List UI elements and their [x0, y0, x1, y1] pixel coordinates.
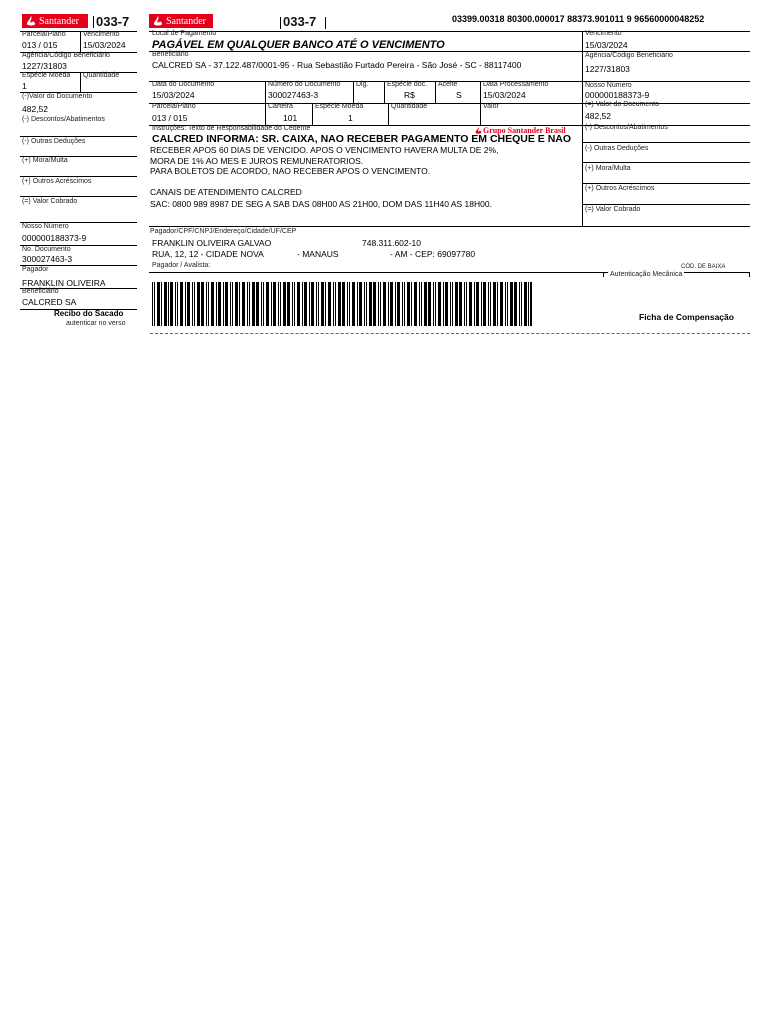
instrucoes-line: RECEBER APOS 60 DIAS DE VENCIDO. APOS O VENCIMENTO HAVERA MULTA DE 2%, — [150, 145, 499, 155]
valor-label: Valor — [483, 103, 499, 110]
right-valor-doc: 482,52 — [585, 111, 611, 121]
pagador-endereco: RUA, 12, 12 - CIDADE NOVA — [152, 249, 264, 259]
receipt-descontos-label: (-) Descontos/Abatimentos — [22, 116, 105, 123]
pagador-nome: FRANKLIN OLIVEIRA GALVAO — [152, 238, 272, 248]
instrucoes-title: CALCRED INFORMA: SR. CAIXA, NAO RECEBER PAGAMENTO EM CHEQUE E NAO — [152, 133, 572, 145]
receipt-vencimento: 15/03/2024 — [83, 40, 126, 50]
receipt-quantidade-label: Quantidade — [83, 72, 120, 79]
data-proc: 15/03/2024 — [483, 90, 526, 100]
beneficiario: CALCRED SA - 37.122.487/0001-95 - Rua Sebastião Furtado Pereira - São José - SC - 88117400 — [152, 60, 522, 70]
receipt-nosso-numero-label: Nosso Número — [22, 223, 69, 230]
especie-doc-label: Espécie doc. — [387, 81, 428, 88]
receipt-pagador: FRANKLIN OLIVEIRA — [22, 278, 106, 288]
logo-text: Santander — [166, 15, 206, 27]
aceite-label: Aceite — [438, 81, 458, 88]
data-doc: 15/03/2024 — [152, 90, 195, 100]
right-descontos-label: (-) Descontos/Abatimentos — [585, 124, 668, 131]
avalista-label: Pagador / Avalista: — [152, 262, 211, 269]
parcela: 013 / 015 — [152, 113, 188, 123]
especie-moeda: 1 — [348, 113, 353, 123]
barcode — [152, 282, 532, 326]
num-doc-label: Número do Documento — [268, 81, 341, 88]
santander-logo-main — [149, 14, 213, 28]
receipt-vencimento-label: Vencimento — [83, 31, 120, 38]
aceite: S — [456, 90, 462, 100]
right-valor-doc-label: (=) Valor do Documento — [585, 101, 659, 108]
receipt-agencia-label: Agência/Código Beneficiário — [22, 52, 110, 59]
instrucoes-line: MORA DE 1% AO MES E JUROS REMUNERATORIOS. — [150, 156, 364, 166]
right-outras-deducoes-label: (-) Outras Deduções — [585, 145, 649, 152]
right-vencimento-label: Vencimento — [585, 30, 622, 37]
autenticacao-label: Autenticação Mecânica — [610, 271, 683, 278]
instrucoes-label: Instruções: Texto de Responsabilidade do Cedente — [152, 125, 311, 132]
pagador-cidade: - MANAUS — [297, 249, 339, 259]
receipt-agencia: 1227/31803 — [22, 61, 67, 71]
data-doc-label: Data do Documento — [152, 81, 215, 88]
flame-icon — [26, 16, 36, 26]
right-acrescimos-label: (+) Outros Acréscimos — [585, 185, 655, 192]
right-nosso-numero: 000000188373-9 — [585, 90, 650, 100]
instrucoes-line: CANAIS DE ATENDIMENTO CALCRED — [150, 187, 302, 197]
especie-moeda-label: Espécie Moeda — [315, 103, 364, 110]
receipt-beneficiario: CALCRED SA — [22, 297, 77, 307]
dig-label: Dig. — [356, 81, 369, 88]
cut-line — [150, 333, 750, 334]
pagador-uf-cep: - AM - CEP: 69097780 — [390, 249, 476, 259]
linha-digitavel: 03399.00318 80300.000017 88373.901011 9 96560000048252 — [452, 14, 705, 24]
right-nosso-numero-label: Nosso Número — [585, 82, 632, 89]
receipt-no-documento-label: No. Documento — [22, 246, 71, 253]
pagador-cpf: 748.311.602-10 — [362, 238, 421, 248]
receipt-pagador-label: Pagador — [22, 266, 49, 273]
instrucoes-line: SAC: 0800 989 8987 DE SEG A SAB DAS 08H00 AS 21H00, DOM DAS 11H40 AS 18H00. — [150, 199, 492, 209]
receipt-especie: 1 — [22, 81, 27, 91]
receipt-parcela-label: Parcela/Plano — [22, 31, 66, 38]
receipt-acrescimos-label: (+) Outros Acréscimos — [22, 178, 92, 185]
receipt-mora-label: (+) Mora/Multa — [22, 157, 68, 164]
instrucoes-line: PARA BOLETOS DE ACORDO, NAO RECEBER APOS O VENCIMENTO. — [150, 166, 431, 176]
parcela-label: Parcela/Plano — [152, 103, 196, 110]
receipt-valor-doc: 482,52 — [22, 104, 48, 114]
num-doc: 300027463-3 — [268, 90, 319, 100]
logo-text: Santander — [39, 15, 79, 27]
receipt-nosso-numero: 000000188373-9 — [22, 233, 87, 243]
carteira-label: Carteira — [268, 103, 293, 110]
right-vencimento: 15/03/2024 — [585, 40, 628, 50]
bank-code: 033-7 — [96, 14, 130, 29]
especie-doc: R$ — [404, 90, 415, 100]
receipt-recibo-title: Recibo do Sacado — [54, 309, 124, 318]
receipt-no-documento: 300027463-3 — [22, 254, 73, 264]
flame-icon — [153, 16, 163, 26]
receipt-valor-cobrado-label: (=) Valor Cobrado — [22, 198, 78, 205]
data-proc-label: Data Processamento — [483, 81, 549, 88]
receipt-beneficiario-label: Beneficiário — [22, 288, 59, 295]
right-agencia-label: Agência/Código Beneficiário — [585, 52, 673, 59]
carteira: 101 — [283, 113, 298, 123]
right-mora-label: (+) Mora/Multa — [585, 165, 631, 172]
local-pagamento: PAGÁVEL EM QUALQUER BANCO ATÉ O VENCIMENTO — [152, 39, 445, 51]
cod-baixa: CÓD. DE BAIXA — [681, 264, 726, 270]
receipt-parcela: 013 / 015 — [22, 40, 58, 50]
right-agencia: 1227/31803 — [585, 64, 630, 74]
bank-code-main: 033-7 — [283, 14, 317, 29]
receipt-autenticar: autenticar no verso — [66, 320, 126, 327]
ficha-compensacao: Ficha de Compensação — [639, 312, 734, 322]
barcode-graphic — [152, 282, 532, 326]
receipt-outras-deducoes-label: (-) Outras Deduções — [22, 138, 86, 145]
santander-logo — [22, 14, 88, 28]
local-label: Local de Pagamento — [152, 30, 217, 37]
grupo-text: Grupo Santander Brasil — [483, 126, 566, 135]
beneficiario-label: Beneficiário — [152, 51, 189, 58]
pagador-label: Pagador/CPF/CNPJ/Endereço/Cidade/UF/CEP — [150, 228, 297, 235]
receipt-especie-label: Espécie Moeda — [22, 72, 71, 79]
receipt-valor-doc-label: (-)Valor do Documento — [22, 93, 93, 100]
right-valor-cobrado-label: (=) Valor Cobrado — [585, 206, 641, 213]
quantidade-label: Quantidade — [391, 103, 428, 110]
